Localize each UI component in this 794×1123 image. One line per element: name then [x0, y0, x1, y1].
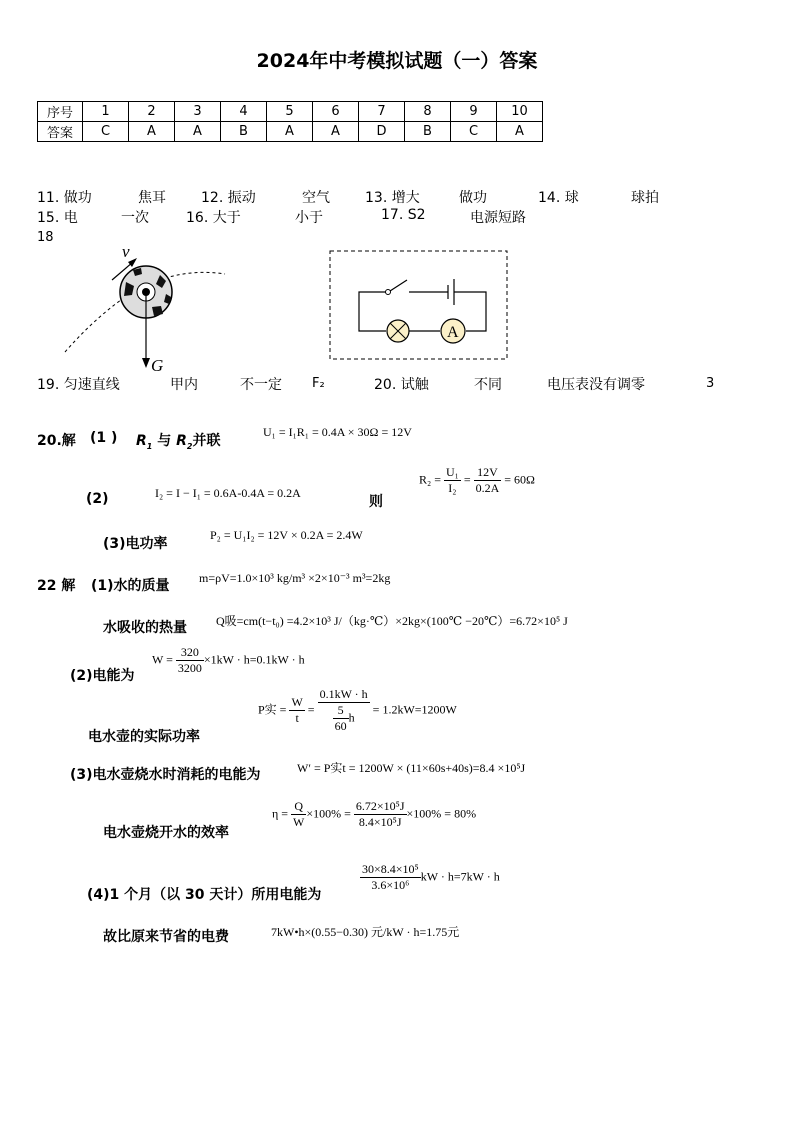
switch-icon [390, 280, 407, 291]
solution20-part3: (3)电功率 [103, 536, 168, 552]
solution22-heading: 22 解 [37, 578, 76, 594]
solution20-eq1: U₁ = I₁R₁ = 0.4A × 30Ω = 12V [263, 425, 412, 439]
solution20-eq2: I₂ = I − I₁ = 0.6A-0.4A = 0.2A [155, 486, 301, 500]
table-cell: A [313, 122, 359, 142]
table-cell: B [221, 122, 267, 142]
answer-q17-b: 电源短路 [470, 210, 526, 226]
answer-q14: 14. 球 [538, 190, 579, 206]
ammeter-label: A [447, 324, 459, 341]
solution22-power-label: 电水壶的实际功率 [88, 729, 200, 745]
answer-q17: 17. S2 [381, 207, 426, 223]
solution22-eq-w2: W′ = P实t = 1200W × (11×60s+40s)=8.4 ×10⁵J [297, 761, 526, 775]
solution22-part2: (2)电能为 [70, 668, 135, 684]
solution22-eq-p: P实 = $\frac{W}{t}$ = 0.1kW · h $\frac{5}{60}$ h = 1.2kW=1200W [258, 687, 457, 733]
answer-q19-c: 不一定 [240, 377, 282, 393]
table-cell: 2 [129, 102, 175, 122]
solution20-heading: 20.解 [37, 433, 76, 449]
table-cell: 8 [405, 102, 451, 122]
table-cell: 7 [359, 102, 405, 122]
answer-q19: 19. 匀速直线 [37, 377, 120, 393]
answer-q11: 11. 做功 [37, 190, 92, 206]
table-cell: B [405, 122, 451, 142]
solution20-eq3: R₂ = $\frac{\text{U₁}}{\text{I₂}}$ = $\frac{12V}{0.2A}$ = 60Ω [419, 465, 535, 495]
table-cell: 4 [221, 102, 267, 122]
velocity-label: v [122, 242, 130, 261]
solution22-eff-label: 电水壶烧开水的效率 [103, 825, 229, 841]
table-header-cell: 序号 [38, 102, 83, 122]
answer-q12: 12. 振动 [201, 190, 256, 206]
table-cell: D [359, 122, 405, 142]
choice-answer-table [37, 101, 543, 142]
answer-q16-b: 小于 [295, 210, 323, 226]
table-cell: A [267, 122, 313, 142]
ball-force-figure [60, 242, 235, 377]
table-cell: 5 [267, 102, 313, 122]
table-cell: 10 [497, 102, 543, 122]
answer-q19-b: 甲内 [170, 377, 198, 393]
table-row [38, 102, 543, 122]
answer-q20-b: 不同 [474, 377, 502, 393]
solution20-ze: 则 [369, 494, 383, 510]
answer-q19-d: F₂ [312, 376, 325, 391]
answer-q20: 20. 试触 [374, 377, 429, 393]
solution22-part4: (4)1 个月（以 30 天计）所用电能为 [87, 887, 322, 903]
table-cell: 3 [175, 102, 221, 122]
table-row [38, 122, 543, 142]
answer-q20-c: 电压表没有调零 [547, 377, 645, 393]
answer-q15: 15. 电 [37, 210, 78, 226]
solution20-resistors: $R_1$ 与 $R_2$并联 [136, 433, 221, 451]
table-cell: 9 [451, 102, 497, 122]
solution22-eq-w: W = $\frac{320}{3200}$ ×1kW · h=0.1kW · h [152, 645, 305, 675]
solution22-eq-save: 7kW•h×(0.55−0.30) 元/kW · h=1.75元 [271, 925, 460, 939]
solution20-part1: (1 ) [90, 430, 118, 446]
table-cell: A [497, 122, 543, 142]
table-header-cell: 答案 [38, 122, 83, 142]
answer-q12-b: 空气 [302, 190, 330, 206]
solution22-eq-mass: m=ρV=1.0×10³ kg/m³ ×2×10⁻³ m³=2kg [199, 571, 391, 585]
table-cell: 6 [313, 102, 359, 122]
solution22-eq-heat: Q吸=cm(t−t₀) =4.2×10³ J/（kg·℃）×2kg×(100℃ −20℃）=6.72×10⁵ J [216, 614, 568, 628]
page-title: 2024年中考模拟试题（一）答案 [256, 50, 538, 72]
solution22-eq-month: $\frac{\text{30×8.4×10⁵}}{\text{3.6×10⁶}}$ kW · h=7kW · h [362, 862, 500, 892]
solution20-part2: (2) [86, 491, 109, 507]
answer-q13: 13. 增大 [365, 190, 420, 206]
solution22-heat-label: 水吸收的热量 [103, 620, 187, 636]
solution22-eq-eff: η = $\frac{Q}{W}$ ×100% = $\frac{\text{6.72×10⁵J}}{\text{8.4×10⁵J}}$ ×100% = 80% [272, 799, 477, 829]
solution22-save-label: 故比原来节省的电费 [103, 929, 229, 945]
solution22-part1: (1)水的质量 [91, 578, 170, 594]
answer-q14-b: 球拍 [631, 190, 659, 206]
table-cell: C [83, 122, 129, 142]
answer-q16: 16. 大于 [186, 210, 241, 226]
answer-q13-b: 做功 [459, 190, 487, 206]
table-cell: A [129, 122, 175, 142]
answer-q18-label: 18 [37, 230, 54, 245]
solution20-eq4: P₂ = U₁I₂ = 12V × 0.2A = 2.4W [210, 528, 363, 542]
answer-q11-b: 焦耳 [138, 190, 166, 206]
table-cell: A [175, 122, 221, 142]
table-cell: 1 [83, 102, 129, 122]
circuit-figure [328, 249, 511, 363]
solution22-part3: (3)电水壶烧水时消耗的电能为 [70, 767, 261, 783]
answer-q20-d: 3 [706, 376, 715, 391]
table-cell: C [451, 122, 497, 142]
gravity-label: G [151, 356, 164, 375]
answer-q15-b: 一次 [121, 210, 149, 226]
